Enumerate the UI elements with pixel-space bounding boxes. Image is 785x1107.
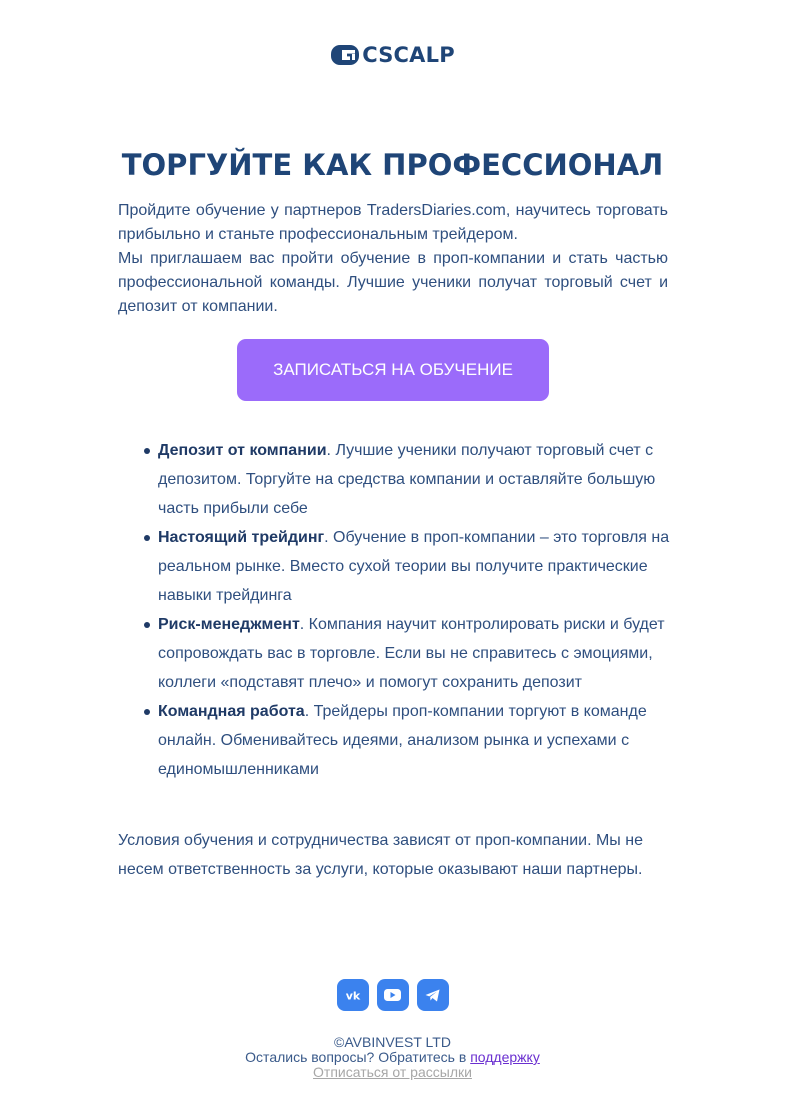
svg-text:vk: vk <box>345 989 360 1001</box>
unsubscribe-link[interactable]: Отписаться от рассылки <box>313 1064 472 1080</box>
intro-paragraph-2: Мы приглашаем вас пройти обучение в проп-компании и стать частью профессиональной команды. Лучшие ученики получат торговый счет и депозит от компании. <box>118 250 668 315</box>
benefit-title: Командная работа <box>158 703 305 720</box>
footer <box>0 1035 785 1080</box>
benefit-title: Настоящий трейдинг <box>158 529 325 546</box>
vk-icon <box>344 989 362 1001</box>
signup-training-button[interactable]: ЗАПИСАТЬСЯ НА ОБУЧЕНИЕ <box>237 339 549 401</box>
logo-text: CSCALP <box>362 43 455 67</box>
support-link[interactable]: поддержку <box>470 1049 540 1065</box>
telegram-link[interactable] <box>417 979 449 1011</box>
page-title: ТОРГУЙТЕ КАК ПРОФЕССИОНАЛ <box>121 148 664 182</box>
benefits-list <box>118 436 670 784</box>
cscalp-logo-icon <box>330 43 360 67</box>
social-links <box>0 979 785 1011</box>
benefit-title: Депозит от компании <box>158 442 327 459</box>
logo[interactable] <box>0 43 785 67</box>
benefit-text: . Трейдеры проп-компании торгуют в команде онлайн. Обменивайтесь идеями, анализом рынка и успехами с единомышленниками <box>158 703 647 778</box>
disclaimer-text: Условия обучения и сотрудничества зависят от проп-компании. Мы не несем ответственность за услуги, которые оказывают наши партнеры. <box>118 832 643 878</box>
list-item <box>158 610 670 697</box>
telegram-icon <box>425 989 440 1002</box>
vk-link[interactable] <box>337 979 369 1011</box>
copyright: ©AVBINVEST LTD <box>334 1034 451 1050</box>
list-item <box>158 436 670 523</box>
benefit-text: . Обучение в проп-компании – это торговля на реальном рынке. Вместо сухой теории вы получите практические навыки трейдинга <box>158 529 670 604</box>
youtube-icon <box>384 989 401 1001</box>
youtube-link[interactable] <box>377 979 409 1011</box>
support-line <box>0 1050 785 1065</box>
intro-paragraph-1: Пройдите обучение у партнеров TradersDiaries.com, научитесь торговать прибыльно и станьте профессиональным трейдером. <box>118 202 668 243</box>
intro-text <box>118 199 668 319</box>
list-item <box>158 523 670 610</box>
benefit-title: Риск-менеджмент <box>158 616 300 633</box>
questions-text: Остались вопросы? Обратитесь в <box>245 1049 471 1065</box>
benefit-text: . Лучшие ученики получают торговый счет с депозитом. Торгуйте на средства компании и оставляйте большую часть прибыли себе <box>158 442 656 517</box>
benefit-text: . Компания научит контролировать риски и будет сопровождать вас в торговле. Если вы не справитесь с эмоциями, коллеги «подставят плечо» и помогут сохранить депозит <box>158 616 665 691</box>
list-item <box>158 697 670 784</box>
